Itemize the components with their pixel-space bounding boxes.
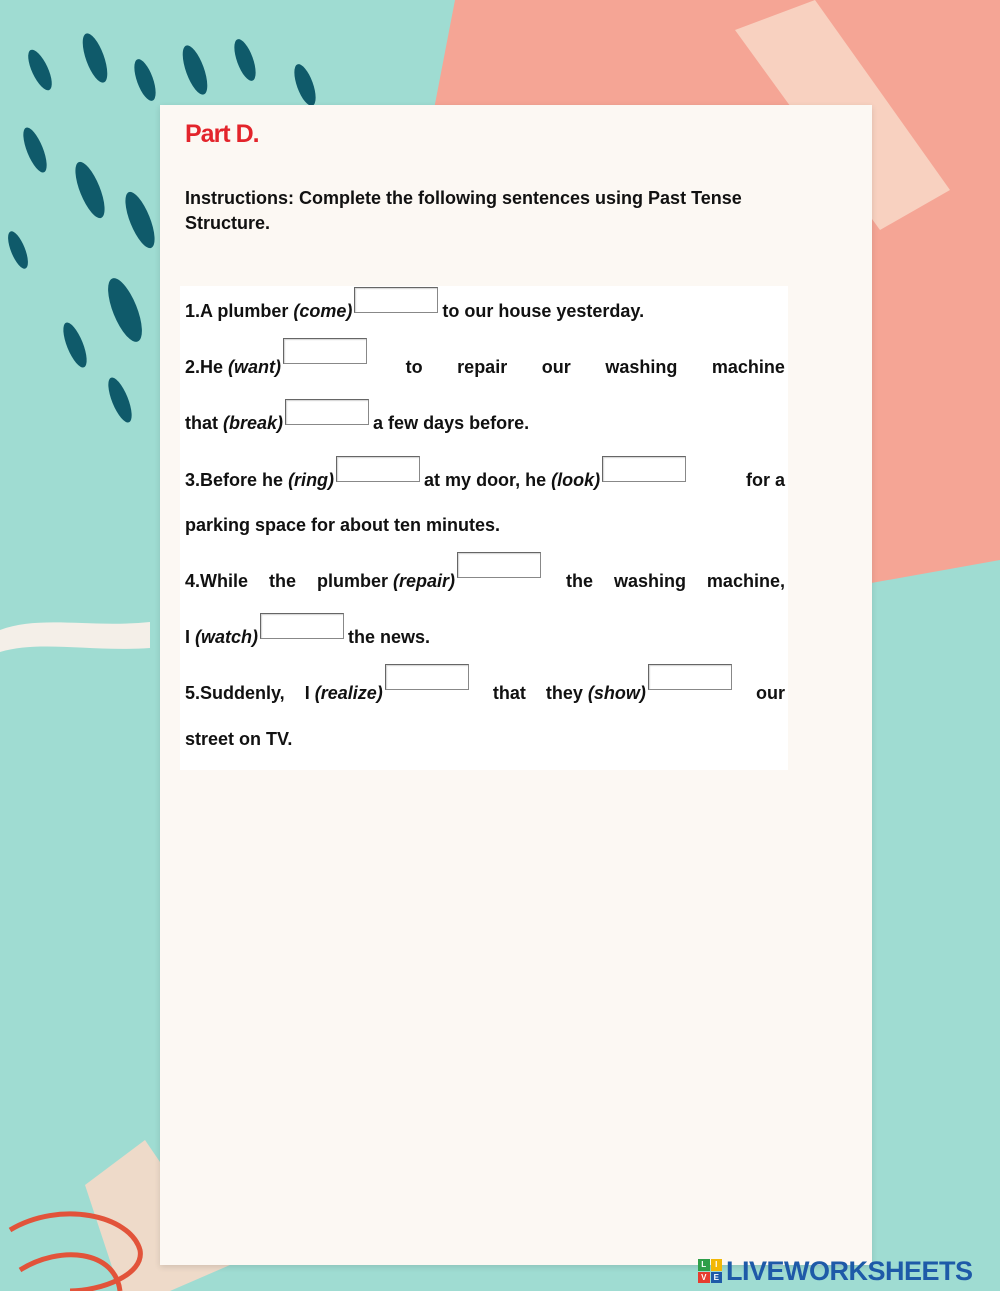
answer-blank-2[interactable] [283,338,367,364]
word: washing [613,571,686,591]
word: machine, [706,571,785,591]
answer-blank-6[interactable] [457,552,541,578]
sentence-text: street on TV. [185,729,293,749]
sentence-3-continued [185,508,785,536]
verb-hint: (repair) [392,571,455,591]
verb-hint: (show) [587,683,646,703]
sentence-5-continued [185,722,785,750]
sentence-text: 3.Before he [185,470,284,490]
answer-blank-9[interactable] [648,664,732,690]
answer-blank-1[interactable] [354,287,438,313]
sentence-text: 1.A plumber [185,301,289,321]
verb-hint: (realize) [314,683,383,703]
verb-hint: (watch) [195,627,259,647]
word: that [492,683,526,703]
verb-group [546,673,736,704]
logo-letter: V [698,1272,710,1284]
sentence-text: a few days before. [373,413,530,433]
word: the [565,571,593,591]
word: they [545,683,583,703]
logo-text: LIVEWORKSHEETS [726,1255,973,1286]
word: our [755,683,785,703]
verb-hint: (ring) [288,470,335,490]
answer-blank-4[interactable] [336,456,420,482]
sentence-text: the news. [348,627,431,647]
instructions: Instructions: Complete the following sentences using Past Tense Structure. [185,188,742,233]
logo-mark-icon [698,1259,722,1283]
word: our [541,357,571,377]
word: I [304,683,310,703]
answer-blank-7[interactable] [260,613,344,639]
word: washing [605,357,678,377]
sentence-4 [185,564,785,592]
verb-hint: (come) [293,301,353,321]
white-brush-stroke [0,622,150,652]
sentence-4-continued [185,620,785,648]
answer-blank-8[interactable] [385,664,469,690]
logo-letter: I [711,1259,723,1271]
answer-blank-3[interactable] [285,399,369,425]
word: the [268,571,296,591]
answer-blank-5[interactable] [602,456,686,482]
sentence-start [185,347,371,378]
verb-hint: (want) [228,357,282,377]
logo-letter: L [698,1259,710,1271]
verb-group [317,561,545,592]
verb-group [305,673,473,704]
sentence-3 [185,463,785,491]
sentence-text: to our house yesterday. [442,301,645,321]
verb-hint: (break) [223,413,284,433]
word: 5.Suddenly, [185,683,285,703]
sentence-1 [185,294,785,322]
word: repair [457,357,508,377]
sentence-text: at my door, he [424,470,547,490]
sentence-text: parking space for about ten minutes. [185,515,501,535]
word: machine [711,357,785,377]
word: to [405,357,423,377]
logo-letter: E [711,1272,723,1284]
sentence-text: I [185,627,191,647]
exercise-box [180,286,788,770]
sentence-text: that [185,413,218,433]
verb-hint: (look) [551,470,601,490]
sentence-text: 2.He [185,357,224,377]
liveworksheets-logo [698,1256,973,1286]
word: plumber [316,571,388,591]
part-title: Part D. [185,120,259,148]
word: 4.While [185,571,249,591]
sentence-2 [185,350,785,378]
sentence-2-continued [185,406,785,434]
sentence-5 [185,676,785,704]
sentence-text: for a [745,470,785,490]
